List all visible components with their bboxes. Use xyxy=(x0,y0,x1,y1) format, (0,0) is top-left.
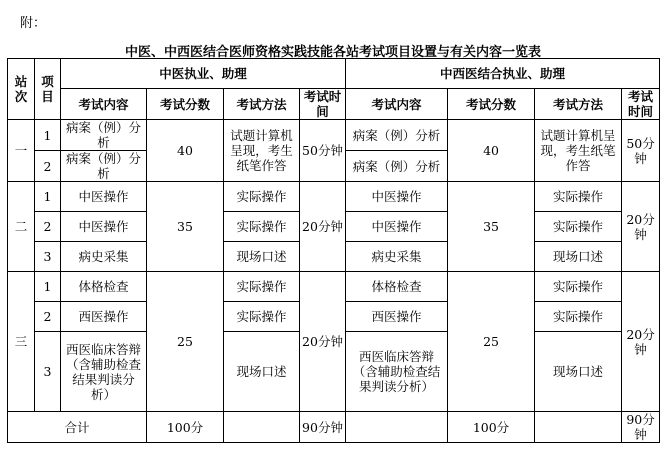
score-int: 35 xyxy=(448,182,535,272)
item-no: 2 xyxy=(35,212,61,242)
total-method-int-empty xyxy=(535,412,622,443)
content-tcm: 中医操作 xyxy=(61,182,147,212)
content-tcm: 西医操作 xyxy=(61,302,147,332)
header-time-int: 考试时间 xyxy=(622,89,660,120)
item-no: 2 xyxy=(35,302,61,332)
total-label: 合计 xyxy=(8,412,147,443)
method-tcm: 实际操作 xyxy=(224,302,300,332)
score-int: 40 xyxy=(448,120,535,182)
table-row xyxy=(8,120,660,151)
header-content-tcm: 考试内容 xyxy=(61,89,147,120)
header-method-tcm: 考试方法 xyxy=(224,89,300,120)
exam-table xyxy=(7,58,660,443)
appendix-label: 附： xyxy=(20,16,47,31)
header-time-tcm: 考试时间 xyxy=(300,89,346,120)
method-int: 实际操作 xyxy=(535,212,622,242)
content-int: 病史采集 xyxy=(346,242,448,272)
score-tcm: 25 xyxy=(147,272,224,412)
header-group-integrated: 中西医结合执业、助理 xyxy=(346,59,660,89)
content-int: 体格检查 xyxy=(346,272,448,302)
header-score-tcm: 考试分数 xyxy=(147,89,224,120)
method-tcm: 现场口述 xyxy=(224,332,300,412)
time-int: 50分钟 xyxy=(622,120,660,182)
score-tcm: 35 xyxy=(147,182,224,272)
content-tcm: 中医操作 xyxy=(61,212,147,242)
header-content-int: 考试内容 xyxy=(346,89,448,120)
item-no: 1 xyxy=(35,182,61,212)
method-int: 实际操作 xyxy=(535,302,622,332)
method-int: 现场口述 xyxy=(535,242,622,272)
total-score-tcm: 100分 xyxy=(147,412,224,443)
total-time-int: 90分钟 xyxy=(622,412,660,443)
time-tcm: 50分钟 xyxy=(300,120,346,182)
content-int: 病案（例）分析 xyxy=(346,151,448,182)
content-int: 西医操作 xyxy=(346,302,448,332)
header-station: 站次 xyxy=(8,59,35,120)
content-tcm: 体格检查 xyxy=(61,272,147,302)
score-tcm: 40 xyxy=(147,120,224,182)
content-int: 病案（例）分析 xyxy=(346,120,448,151)
station-cell: 一 xyxy=(8,120,35,182)
content-int: 中医操作 xyxy=(346,212,448,242)
method-tcm: 实际操作 xyxy=(224,212,300,242)
score-int: 25 xyxy=(448,272,535,412)
table-row xyxy=(8,182,660,212)
total-row xyxy=(8,412,660,443)
header-group-tcm: 中医执业、助理 xyxy=(61,59,346,89)
method-int: 实际操作 xyxy=(535,272,622,302)
total-score-int: 100分 xyxy=(448,412,535,443)
item-no: 3 xyxy=(35,332,61,412)
content-tcm: 病案（例）分析 xyxy=(61,151,147,182)
item-no: 3 xyxy=(35,242,61,272)
time-int: 20分钟 xyxy=(622,182,660,272)
item-no: 1 xyxy=(35,120,61,151)
header-score-int: 考试分数 xyxy=(448,89,535,120)
method-tcm: 现场口述 xyxy=(224,242,300,272)
content-int: 中医操作 xyxy=(346,182,448,212)
item-no: 1 xyxy=(35,272,61,302)
table-row xyxy=(8,272,660,302)
header-method-int: 考试方法 xyxy=(535,89,622,120)
item-no: 2 xyxy=(35,151,61,182)
content-tcm: 病史采集 xyxy=(61,242,147,272)
total-method-tcm-empty xyxy=(224,412,300,443)
time-int: 20分钟 xyxy=(622,272,660,412)
time-tcm: 20分钟 xyxy=(300,272,346,412)
station-cell: 三 xyxy=(8,272,35,412)
content-int: 西医临床答辩（含辅助检查结果判读分析） xyxy=(346,332,448,412)
time-tcm: 20分钟 xyxy=(300,182,346,272)
total-content-int-empty xyxy=(346,412,448,443)
method-int: 实际操作 xyxy=(535,182,622,212)
method-int: 试题计算机呈现，考生纸笔作答 xyxy=(535,120,622,182)
content-tcm: 西医临床答辩（含辅助检查结果判读分析） xyxy=(61,332,147,412)
station-cell: 二 xyxy=(8,182,35,272)
method-tcm: 试题计算机呈现，考生纸笔作答 xyxy=(224,120,300,182)
header-item: 项目 xyxy=(35,59,61,120)
method-tcm: 实际操作 xyxy=(224,182,300,212)
method-int: 现场口述 xyxy=(535,332,622,412)
table-title: 中医、中西医结合医师资格实践技能各站考试项目设置与有关内容一览表 xyxy=(124,45,541,60)
total-time-tcm: 90分钟 xyxy=(300,412,346,443)
content-tcm: 病案（例）分析 xyxy=(61,120,147,151)
method-tcm: 实际操作 xyxy=(224,272,300,302)
